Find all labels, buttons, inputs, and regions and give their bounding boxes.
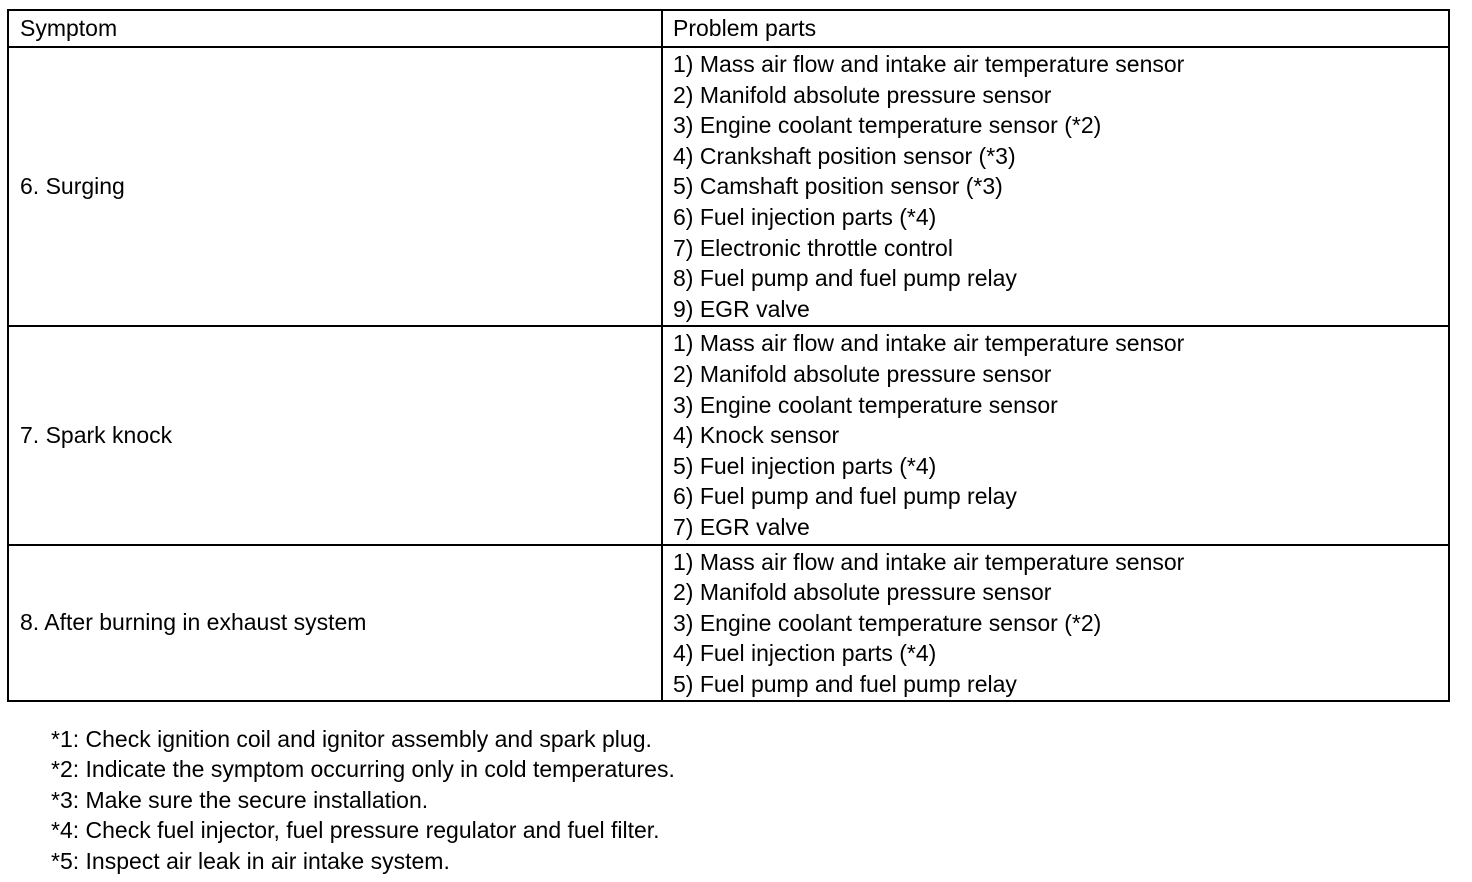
table-row	[9, 48, 1448, 327]
part-item: 3) Engine coolant temperature sensor	[673, 391, 1058, 418]
part-item: 2) Manifold absolute pressure sensor	[673, 81, 1052, 108]
part-item: 4) Knock sensor	[673, 422, 840, 449]
header-problem-parts: Problem parts	[673, 15, 817, 41]
footnote: *2: Indicate the symptom occurring only in cold temperatures.	[51, 756, 675, 783]
part-item: 1) Mass air flow and intake air temperature sensor	[673, 51, 1185, 77]
part-item: 1) Mass air flow and intake air temperature sensor	[673, 330, 1185, 357]
part-item: 6) Fuel injection parts (*4)	[673, 203, 937, 230]
symptom-table	[7, 9, 1450, 702]
table-header-row	[9, 11, 1448, 48]
table-row	[9, 327, 1448, 545]
part-item: 1) Mass air flow and intake air temperature sensor	[673, 548, 1185, 575]
part-item: 5) Fuel pump and fuel pump relay	[673, 670, 1017, 697]
part-item: 2) Manifold absolute pressure sensor	[673, 360, 1052, 387]
footnote: *4: Check fuel injector, fuel pressure regulator and fuel filter.	[51, 817, 660, 844]
problem-parts-cell	[663, 546, 1448, 701]
part-item: 4) Fuel injection parts (*4)	[673, 640, 937, 667]
symptom-cell: 7. Spark knock	[9, 327, 663, 543]
symptom-cell: 6. Surging	[9, 48, 663, 325]
problem-parts-cell	[663, 48, 1448, 325]
footnote: *5: Inspect air leak in air intake system.	[51, 847, 450, 874]
part-item: 2) Manifold absolute pressure sensor	[673, 579, 1052, 606]
table-row	[9, 546, 1448, 701]
footnote: *1: Check ignition coil and ignitor assembly and spark plug.	[51, 726, 652, 752]
part-item: 7) EGR valve	[673, 513, 810, 540]
footnote: *3: Make sure the secure installation.	[51, 786, 429, 813]
part-item: 6) Fuel pump and fuel pump relay	[673, 483, 1017, 510]
part-item: 3) Engine coolant temperature sensor (*2)	[673, 609, 1102, 636]
header-symptom: Symptom	[9, 11, 663, 46]
part-item: 7) Electronic throttle control	[673, 234, 953, 261]
symptom-cell: 8. After burning in exhaust system	[9, 546, 663, 701]
part-item: 5) Fuel injection parts (*4)	[673, 452, 937, 479]
part-item: 4) Crankshaft position sensor (*3)	[673, 142, 1016, 169]
part-item: 3) Engine coolant temperature sensor (*2)	[673, 112, 1102, 139]
part-item: 9) EGR valve	[673, 295, 810, 322]
problem-parts-cell	[663, 327, 1448, 543]
part-item: 8) Fuel pump and fuel pump relay	[673, 265, 1017, 292]
footnotes	[51, 724, 675, 876]
part-item: 5) Camshaft position sensor (*3)	[673, 173, 1003, 200]
